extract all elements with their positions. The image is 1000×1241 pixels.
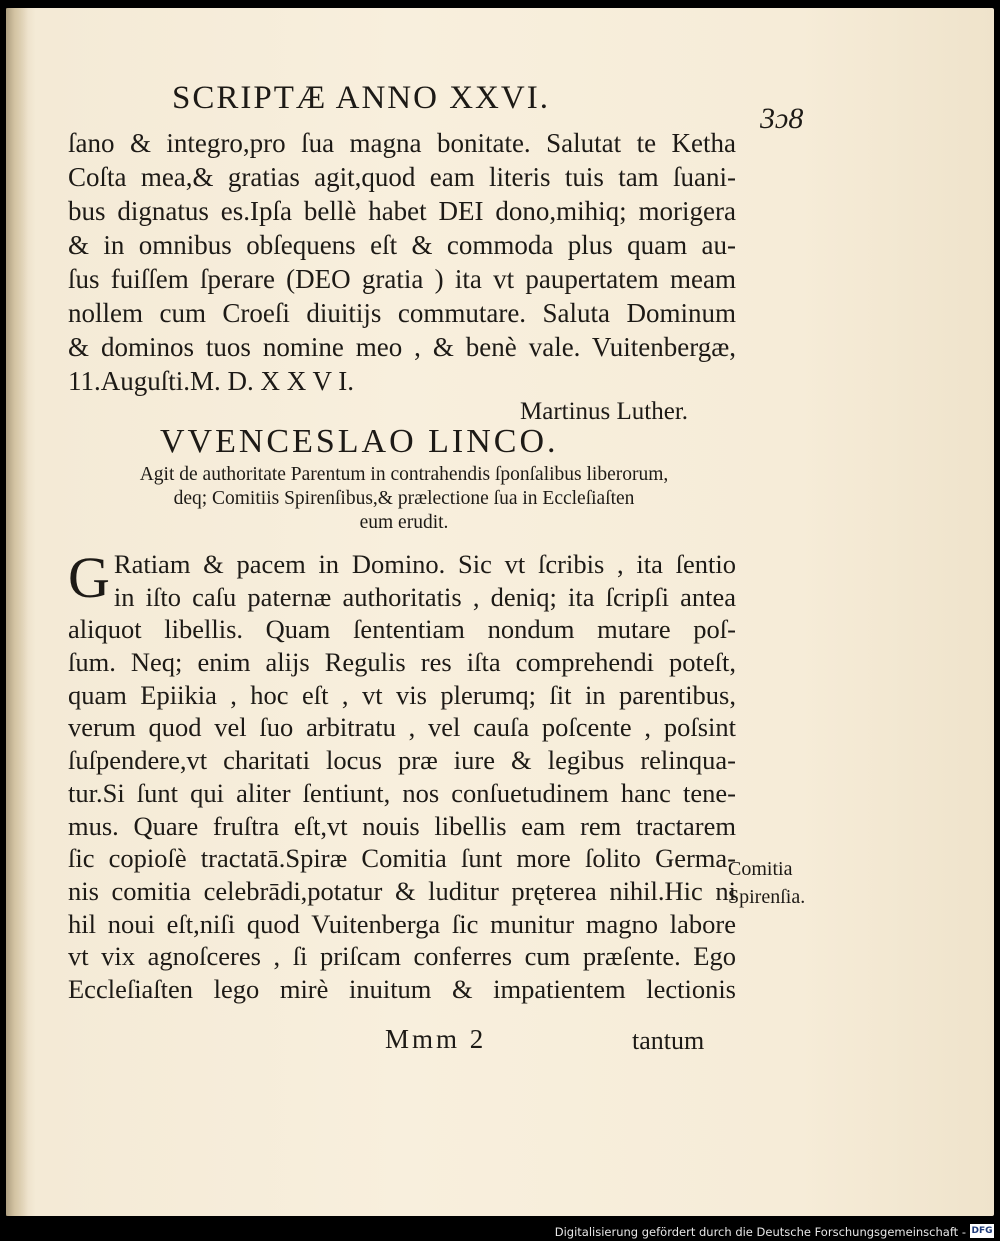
catchword: tantum: [632, 1026, 705, 1055]
text-line: ſuſpendere,vt charitati locus præ iure & legibus relinqua-: [68, 745, 736, 776]
dfg-logo-icon: DFG: [971, 1226, 993, 1236]
text-line: nis comitia celebrādi,potatur & luditur pręterea nihil.Hic ni: [68, 875, 736, 906]
letter1-body: [68, 126, 736, 398]
marginal-note-line: Spirenſia.: [728, 886, 806, 908]
funding-credit: Digitalisierung gefördert durch die Deutsche Forschungsgemeinschaft -: [554, 1225, 966, 1239]
text-line: bus dignatus es.Ipſa bellè habet DEI dono,mihiq; morigera: [68, 196, 736, 226]
marginal-note: [728, 855, 805, 911]
text-line: & in omnibus obſequens eſt & commoda plus quam au-: [68, 230, 736, 260]
page-gutter-shadow: [6, 8, 28, 1216]
text-line: & dominos tuos nomine meo , & benè vale. Vuitenbergæ,: [68, 332, 736, 362]
printer-signature-mark: Mmm 2: [385, 1024, 487, 1054]
text-line: nollem cum Croeſi diuitijs commutare. Saluta Dominum: [68, 298, 736, 328]
text-line: ſano & integro,pro ſua magna bonitate. Salutat te Ketha: [68, 128, 736, 158]
letter2-summary: [70, 463, 738, 535]
text-line: Coſta mea,& gratias agit,quod eam literis tuis tam ſuani-: [68, 162, 736, 192]
summary-line: eum erudit.: [359, 512, 449, 533]
summary-line: deq; Comitiis Spirenſibus,& prælectione ſua in Eccleſiaſten: [173, 488, 635, 509]
text-line: ſic copioſè tractatā.Spiræ Comitia ſunt more ſolito Germa-: [68, 843, 736, 874]
text-line: ſum. Neq; enim alijs Regulis res iſta comprehendi poteſt,: [68, 647, 736, 678]
text-line: aliquot libellis. Quam ſententiam nondum mutare poſ-: [68, 614, 736, 645]
text-line: verum quod vel ſuo arbitratu , vel cauſa poſcente , poſsint: [68, 712, 736, 743]
text-line: vt vix agnoſceres , ſi priſcam conferres cum præſente. Ego: [68, 941, 736, 972]
text-line: tur.Si ſunt qui aliter ſentiunt, nos conſuetudinem hanc tene-: [68, 777, 736, 808]
text-line: 11.Auguſti.M. D. X X V I.: [68, 366, 355, 396]
letter2-body: [68, 545, 736, 1006]
running-title: SCRIPTÆ ANNO XXVI.: [172, 80, 550, 116]
text-line: ſus fuiſſem ſperare (DEO gratia ) ita vt paupertatem meam: [68, 264, 736, 294]
marginal-note-line: Comitia: [728, 858, 793, 880]
text-line: quam Epiikia , hoc eſt , vt vis plerumq; ſit in parentibus,: [68, 679, 736, 710]
drop-capital: G: [68, 545, 110, 610]
text-line: mus. Quare fruſtra eſt,vt nouis libellis eam rem tractarem: [68, 810, 736, 841]
text-line: in iſto caſu paternæ authoritatis , deniq; ita ſcripſi antea: [113, 581, 736, 612]
text-line: hil noui eſt,niſi quod Vuitenberga ſic munitur magno labore: [68, 908, 736, 939]
summary-line: Agit de authoritate Parentum in contrahendis ſponſalibus liberorum,: [139, 464, 669, 485]
text-line: Ratiam & pacem in Domino. Sic vt ſcribis , ita ſentio: [113, 549, 736, 579]
text-line: Eccleſiaſten lego mirè inuitum & impatientem lectionis: [68, 973, 736, 1004]
page-number: 3ɔ8: [760, 102, 804, 135]
letter2-title: VVENCESLAO LINCO.: [160, 423, 559, 460]
letter1-signature: Martinus Luther.: [520, 398, 689, 425]
